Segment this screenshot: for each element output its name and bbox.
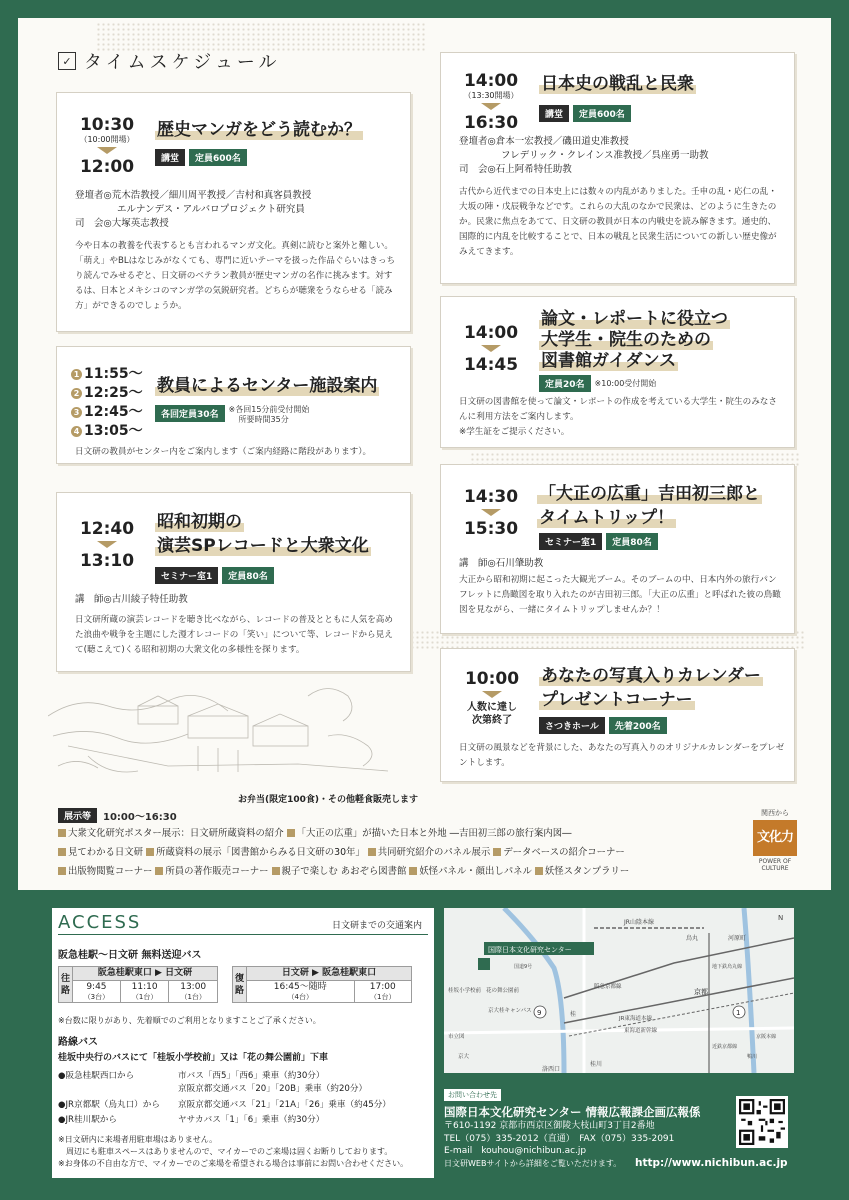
event-tags [539, 105, 631, 122]
event-card-tour [56, 346, 411, 464]
left-band [0, 18, 18, 890]
logo-top-text: 関西から [761, 809, 789, 817]
time-start: 10:00 [464, 669, 520, 689]
exhibit-item: 所員の著作販売コーナー [165, 866, 269, 877]
note: 所要時間35分 [238, 415, 289, 424]
tour-time: 13:05〜 [84, 423, 143, 439]
logo-sub: POWER OF [758, 858, 792, 865]
route-line: 京阪京都交通バス「21」「21A」「26」乗車（約45分） [178, 1100, 391, 1110]
capacity-tag: 先着200名 [609, 717, 667, 734]
time-end: 14:45 [463, 355, 519, 375]
route-origin: ●JR桂川駅から [58, 1115, 117, 1125]
route-origin: ●JR京都駅（烏丸口）から [58, 1100, 160, 1110]
time-cell: 13:00 （1台） [169, 981, 218, 1003]
event-description: 大正から昭和初期に起こった大観光ブーム。そのブームの中、日本内外の旅行パンフレットに鳥瞰図を取り入れたのが吉田初三郎。「大正の広重」と呼ばれた彼の鳥瞰図を見ながら、一緒にタイムトリップしませんか？！ [459, 575, 781, 615]
time-cell: 11:10 （1台） [120, 981, 169, 1003]
capacity-tag: 定員80名 [606, 533, 658, 550]
event-description: 今や日本の教養を代表するとも言われるマンガ文化。真剣に読むと案外と難しい。「萌え」やBLはなじみがなくても、専門に近いテーマを扱った作品ぐらいはきっちり読んでみせるぞと、日文研のベテラン教員が歴史マンガの名作に挑みます。対するは、日本とメキシコのマンガ学の気鋭研究者。どちらが聴衆をうならせる「読み方」ができるのでしょうか。 [75, 241, 396, 311]
bullet-square-icon [58, 867, 66, 875]
bullet-square-icon [493, 848, 501, 856]
note: ※各回15分前受付開始 [228, 405, 310, 414]
exhibits-label: 展示等 [58, 808, 97, 823]
time-box [461, 487, 521, 539]
map-label: 近鉄京都線 [712, 1044, 738, 1050]
time-start: 14:30 [463, 487, 519, 507]
time-cell: 9:45 （3台） [73, 981, 121, 1003]
bullet-square-icon [155, 867, 163, 875]
route-line: 市バス「西5」「西6」乗車（約30分） [178, 1071, 325, 1081]
bullet-square-icon [272, 867, 280, 875]
exhibit-item: 出版物閲覧コーナー [68, 866, 153, 877]
number-badge: 2 [71, 388, 82, 399]
speakers-line: 登壇者◎倉本一宏教授／磯田道史准教授 [459, 136, 629, 147]
note-line: ※お身体の不自由な方で、マイカーでのご来場を希望される場合は事前にお問い合わせください。 [58, 1159, 409, 1168]
contact-label: お問い合わせ先 [444, 1089, 501, 1101]
map-label: 洛西口 [542, 1066, 561, 1073]
direction-label: 往 路 [59, 967, 73, 1003]
time-box [461, 71, 521, 133]
event-tags [539, 533, 658, 550]
exhibit-item: 所蔵資料の展示「図書館からみる日文研の30年」 [156, 847, 365, 858]
title-line: 論文・レポートに役立つ [541, 309, 728, 329]
time-start: 14:00 [463, 323, 519, 343]
route-line: ヤサカバス「1」「6」乗車（約30分） [178, 1115, 325, 1125]
map-label: 桂坂小学校前 [448, 988, 482, 994]
time-end: 次第終了 [472, 715, 512, 726]
campus-sketch-illustration [48, 676, 398, 786]
shuttle-heading: 阪急桂駅〜日文研 無料送迎バス [58, 950, 202, 961]
time-note: （10:00開場） [79, 135, 135, 144]
event-tags [155, 567, 274, 584]
title-line: 昭和初期の [157, 512, 242, 532]
description-note: ※学生証をご提示ください。 [459, 427, 570, 437]
exhibit-line [58, 845, 738, 861]
time-end: 13:10 [79, 551, 135, 571]
speaker-line: 講 師◎古川綾子特任助教 [75, 594, 188, 605]
moderator-line: 司 会◎大塚英志教授 [75, 218, 169, 229]
map-label: 鳥丸 [686, 935, 699, 942]
event-card-library [440, 296, 795, 448]
exhibit-item: 見てわかる日文研 [68, 847, 144, 858]
event-title: 日本史の戦乱と民衆 [541, 74, 694, 94]
event-tags [539, 375, 656, 392]
access-subtitle: 日文研までの交通案内 [332, 921, 423, 931]
title-line: 「大正の広重」吉田初三郎と [539, 484, 760, 504]
exhibit-item: 大衆文化研究ポスター展示：日文研所蔵資料の紹介 [68, 828, 284, 839]
room-tag: セミナー室1 [155, 567, 218, 584]
map-label: 桂 [570, 1011, 577, 1018]
logo-mark: 文化力 [753, 820, 797, 856]
time-end: 15:30 [463, 519, 519, 539]
title-line: 大学生・院生のための [541, 330, 711, 350]
speakers-line: エルナンデス・アルバロプロジェクト研究員 [117, 204, 305, 215]
title-line: 演芸SPレコードと大衆文化 [157, 536, 369, 556]
bullet-square-icon [409, 867, 417, 875]
speakers-line: 登壇者◎荒木浩教授／細川周平教授／吉村和真客員教授 [75, 190, 312, 201]
bunkaryoku-logo [750, 808, 800, 872]
capacity-tag: 定員600名 [189, 149, 247, 166]
tag-notes [229, 405, 310, 425]
arrow-down-icon [481, 345, 501, 352]
note: ※10:00受付開始 [594, 378, 657, 388]
shuttle-return-table [232, 966, 412, 1003]
access-map [444, 908, 794, 1073]
note-line: 周辺にも駐車スペースはありませんので、マイカーでのご来場は固くお断りしております。 [58, 1147, 393, 1156]
event-description: 日文研の教員がセンター内をご案内します（ご案内経路に階段があります）。 [75, 447, 372, 457]
arrow-down-icon [97, 147, 117, 154]
title-line: タイムトリップ！ [539, 508, 674, 528]
speakers [75, 189, 405, 231]
moderator-line: 司 会◎石上阿希特任助教 [459, 164, 572, 175]
exhibits-header [58, 808, 177, 823]
event-card-yoshida [440, 464, 795, 634]
title-line: プレゼントコーナー [541, 690, 693, 710]
contact-email[interactable]: E-mail kouhou@nichibun.ac.jp [444, 1146, 587, 1156]
event-tags [539, 717, 667, 734]
map-label-north: N [778, 914, 784, 922]
event-description: 古代から近代までの日本史上には数々の内乱がありました。壬申の乱・応仁の乱・大坂の陣・戊辰戦争などです。これらの大乱のなかで民衆は、どのように生きたのか。民衆に焦点をあてて、日文研の教員が日本の内戦史を読み解きます。通史的、国際的に内乱を比較することで、日本の戦乱と民衆生活についての新しい歴史像がみえてきます。 [459, 187, 777, 257]
event-card-warfare [440, 52, 795, 284]
number-badge: 1 [71, 369, 82, 380]
map-label: 京大 [458, 1054, 470, 1060]
check-icon: ✓ [58, 52, 76, 70]
room-tag: 講堂 [155, 149, 185, 166]
event-card-records [56, 492, 411, 672]
event-description [459, 395, 785, 440]
event-description: 日文研の風景などを背景にした、あなたの写真入りのオリジナルカレンダーをプレゼントします。 [459, 743, 785, 768]
time-start: 14:00 [463, 71, 519, 91]
bullet-square-icon [58, 848, 66, 856]
bullet-square-icon [146, 848, 154, 856]
arrow-down-icon [97, 541, 117, 548]
exhibit-item: 妖怪パネル・顔出しパネル [419, 866, 532, 877]
time-box [459, 669, 525, 727]
event-card-manga [56, 92, 411, 332]
nichibun-marker [478, 958, 490, 970]
event-card-calendar [440, 648, 795, 782]
right-band [831, 18, 849, 890]
contact-web-note: 日文研WEBサイトから詳細をご覧いただけます。 [444, 1158, 622, 1168]
time-box [77, 519, 137, 571]
time-end: 人数に達し [467, 702, 517, 713]
tour-time: 12:25〜 [84, 385, 143, 401]
room-tag: さつきホール [539, 717, 605, 734]
event-title [537, 483, 762, 529]
time-cell: 16:45〜随時 （4台） [247, 981, 355, 1003]
description-text: 日文研の図書館を使って論文・レポートの作成を考えている大学生・院生のみなさんに利用方法をご案内します。 [459, 397, 777, 422]
map-label: 京大桂キャンパス [488, 1008, 532, 1014]
map-label: 東海道新幹線 [624, 1028, 658, 1034]
access-notes [58, 1134, 408, 1170]
time-end: 12:00 [79, 157, 135, 177]
time-end: 16:30 [463, 113, 519, 133]
exhibit-item: 親子で楽しむ あおぞら図書館 [281, 866, 407, 877]
exhibit-item: 「大正の広重」が描いた日本と外地 ―吉田初三郎の旅行案内図― [296, 828, 572, 839]
map-label: 1 [736, 1009, 741, 1017]
route-heading: 路線バス [58, 1037, 98, 1048]
map-label: 阪急京都線 [594, 984, 622, 990]
map-label: 京阪本線 [756, 1034, 777, 1040]
bullet-square-icon [368, 848, 376, 856]
capacity-tag: 定員20名 [539, 375, 591, 392]
divider [58, 934, 428, 935]
map-label: 国道9号 [514, 964, 533, 970]
title-line: 図書館ガイダンス [541, 351, 677, 371]
time-cell: 17:00 （1台） [354, 981, 411, 1003]
contact-org: 国際日本文化研究センター 情報広報課企画広報係 [444, 1105, 701, 1119]
time-box [461, 323, 521, 375]
logo-sub: CULTURE [761, 865, 789, 872]
speaker-line: 講 師◎石川肇助教 [459, 558, 544, 569]
route-line: 京阪京都交通バス「20」「20B」乗車（約20分） [178, 1084, 368, 1094]
website-link[interactable]: http://www.nichibun.ac.jp [635, 1157, 788, 1169]
map-label-nichibun: 国際日本文化研究センター [488, 946, 572, 954]
access-title: ACCESS [58, 912, 142, 933]
route-origin: ●阪急桂駅西口から [58, 1071, 135, 1081]
event-title [539, 665, 763, 711]
time-note: （13:30開場） [463, 91, 519, 100]
map-label: 河原町 [728, 935, 747, 942]
contact-address: 〒610-1192 京都市西京区御陵大枝山町3丁目2番地 [444, 1121, 655, 1131]
shuttle-outbound-table [58, 966, 218, 1003]
exhibits-time: 10:00〜16:30 [103, 812, 177, 823]
arrow-down-icon [481, 103, 501, 110]
event-title [155, 511, 371, 557]
event-title: 歴史マンガをどう読むか？ [157, 120, 361, 140]
top-band [0, 0, 849, 18]
bullet-square-icon [58, 829, 66, 837]
number-badge: 3 [71, 407, 82, 418]
arrow-down-icon [481, 509, 501, 516]
map-label: 鴨川 [747, 1054, 758, 1060]
contact-phone: TEL（075）335-2012（直通） FAX（075）335-2091 [444, 1133, 675, 1144]
speakers [459, 135, 789, 177]
map-label: JR東海道本線 [619, 1016, 652, 1022]
qr-code-graphic [739, 1099, 785, 1145]
capacity-tag: 定員80名 [222, 567, 274, 584]
bento-notice: お弁当(限定100食)・その他軽食販売します [238, 795, 419, 805]
exhibit-item: 妖怪スタンプラリー [544, 866, 630, 877]
map-label: JR山陰本線 [624, 919, 654, 926]
event-title: 教員によるセンター施設案内 [157, 376, 378, 396]
map-label: 地下鉄烏丸線 [712, 964, 743, 970]
event-description: 日文研所蔵の演芸レコードを聴き比べながら、レコードの普及とともに人気を高めた浪曲や戦争を主題にした漫才レコードの「笑い」について等、レコードから見えて(聴こえて)くる昭和初期の大衆文化の多様性を探ります。 [75, 615, 393, 655]
route-subheading: 桂坂中央行のバスにて「桂坂小学校前」又は「花の舞公園前」下車 [58, 1053, 329, 1063]
direction-label: 復 路 [233, 967, 247, 1003]
shuttle-note: ※台数に限りがあり、先着順でのご利用となりますことご了承ください。 [58, 1016, 321, 1025]
qr-code-icon[interactable] [736, 1096, 788, 1148]
table-header: 日文研 ▶ 阪急桂駅東口 [247, 967, 412, 981]
number-badge: 4 [71, 426, 82, 437]
time-start: 12:40 [79, 519, 135, 539]
capacity-tag: 各回定員30名 [155, 405, 225, 422]
map-label: 9 [537, 1009, 542, 1017]
exhibit-line [58, 864, 738, 880]
schedule-heading [58, 48, 281, 74]
capacity-tag: 定員600名 [573, 105, 631, 122]
tour-time: 11:55〜 [84, 366, 143, 382]
exhibit-item: データベースの紹介コーナー [503, 847, 625, 858]
event-title [539, 309, 730, 372]
room-tag: セミナー室1 [539, 533, 602, 550]
map-label: 花の舞公園前 [486, 988, 520, 994]
tour-times [71, 365, 143, 441]
note-line: ※日文研内に来場者用駐車場はありません。 [58, 1135, 218, 1144]
page-title: タイムスケジュール [84, 52, 281, 73]
room-tag: 講堂 [539, 105, 569, 122]
exhibit-item: 共同研究紹介のパネル展示 [377, 847, 491, 858]
event-tags [155, 405, 309, 425]
tour-time: 12:45〜 [84, 404, 143, 420]
map-label: 桂川 [590, 1061, 603, 1068]
map-label: 市立図 [448, 1034, 465, 1040]
table-header: 阪急桂駅東口 ▶ 日文研 [73, 967, 218, 981]
arrow-down-icon [482, 691, 502, 698]
bullet-square-icon [287, 829, 295, 837]
time-start: 10:30 [79, 115, 135, 135]
exhibit-line [58, 826, 738, 842]
speakers-line: フレデリック・クレインス准教授／呉座勇一助教 [501, 150, 709, 161]
event-tags [155, 149, 247, 166]
title-line: あなたの写真入りカレンダー [541, 666, 761, 686]
bullet-square-icon [535, 867, 543, 875]
map-label: 京都 [694, 988, 708, 996]
time-box [77, 115, 137, 177]
